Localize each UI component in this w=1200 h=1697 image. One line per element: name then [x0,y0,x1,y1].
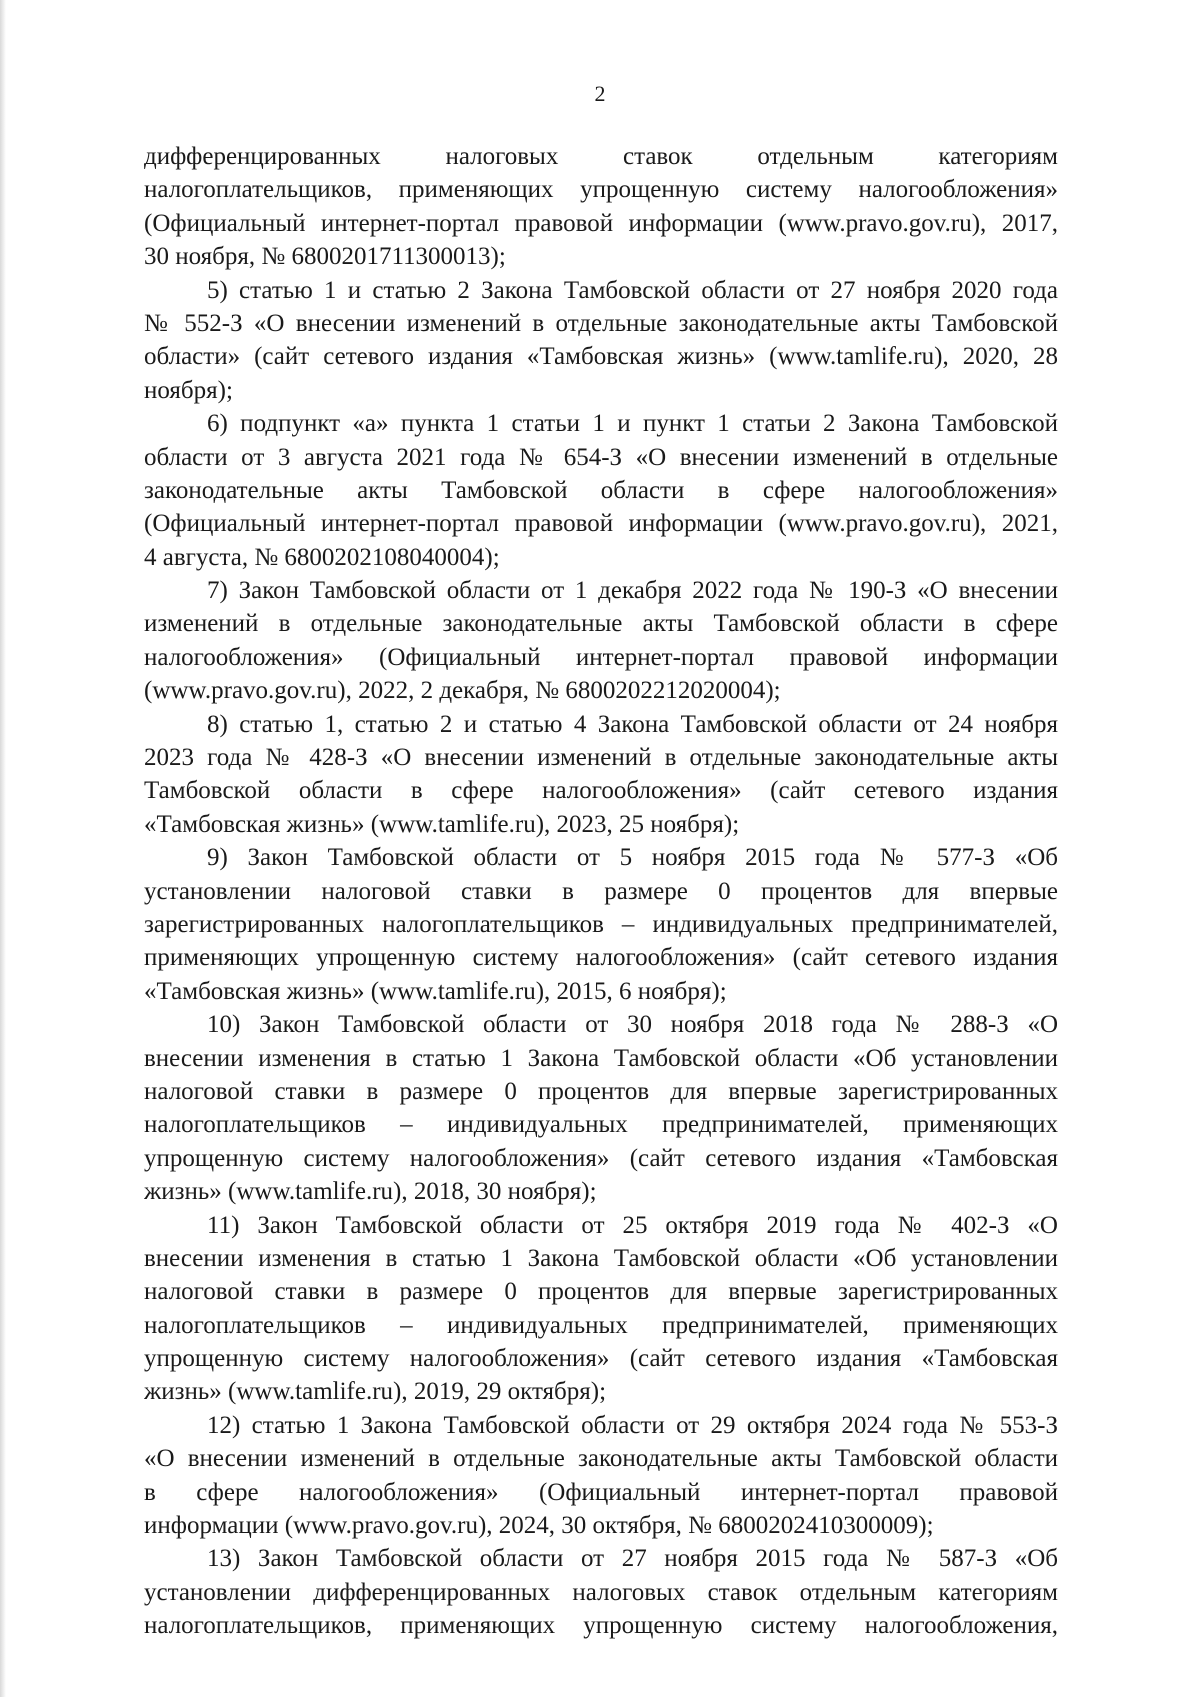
text-line: налоговой ставки в размере 0 процентов для впервые зарегистрированных [144,1077,1058,1105]
text-line: налогоплательщиков – индивидуальных предпринимателей, применяющих [144,1111,1058,1139]
text-line: налогоплательщиков, применяющих упрощенную систему налогообложения» [144,176,1058,204]
paragraph-first-line: 5) статью 1 и статью 2 Закона Тамбовской области от 27 ноября 2020 года [207,276,1058,304]
text-line: упрощенную систему налогообложения» (сайт сетевого издания «Тамбовская [144,1144,1058,1172]
text-line: внесении изменения в статью 1 Закона Тамбовской области «Об установлении [144,1244,1058,1272]
text-line: жизнь» (www.tamlife.ru), 2018, 30 ноября); [144,1178,597,1206]
text-line: налогоплательщиков – индивидуальных предпринимателей, применяющих [144,1311,1058,1339]
text-line: внесении изменения в статью 1 Закона Тамбовской области «Об установлении [144,1044,1058,1072]
text-line: в сфере налогообложения» (Официальный интернет-портал правовой [144,1478,1058,1506]
text-line: 4 августа, № 6800202108040004); [144,543,500,571]
text-line: (Официальный интернет-портал правовой информации (www.pravo.gov.ru), 2017, [144,209,1058,237]
text-line: области» (сайт сетевого издания «Тамбовская жизнь» (www.tamlife.ru), 2020, 28 [144,343,1058,371]
text-line: 2023 года № 428-З «О внесении изменений в отдельные законодательные акты [144,744,1058,772]
text-line: № 552-З «О внесении изменений в отдельные законодательные акты Тамбовской [144,309,1058,337]
text-line: «Тамбовская жизнь» (www.tamlife.ru), 2015, 6 ноября); [144,977,727,1005]
paragraph-first-line: 7) Закон Тамбовской области от 1 декабря 2022 года № 190-З «О внесении [207,577,1058,605]
page-number: 2 [594,81,606,106]
paragraph-first-line: 10) Закон Тамбовской области от 30 ноября 2018 года № 288-З «О [207,1011,1058,1039]
paragraph-first-line: 6) подпункт «а» пункта 1 статьи 1 и пункт 1 статьи 2 Закона Тамбовской [207,410,1058,438]
text-line: налоговой ставки в размере 0 процентов для впервые зарегистрированных [144,1278,1058,1306]
text-line: изменений в отдельные законодательные акты Тамбовской области в сфере [144,610,1058,638]
text-line: области от 3 августа 2021 года № 654-З «О внесении изменений в отдельные [144,443,1058,471]
text-line: зарегистрированных налогоплательщиков – индивидуальных предпринимателей, [144,910,1058,938]
text-line: (www.pravo.gov.ru), 2022, 2 декабря, № 6800202212020004); [144,677,781,705]
text-line: ноября); [144,376,233,404]
text-line: установлении дифференцированных налоговых ставок отдельным категориям [144,1578,1058,1606]
paragraph-first-line: 13) Закон Тамбовской области от 27 ноября 2015 года № 587-З «Об [207,1545,1058,1573]
paragraph-first-line: 12) статью 1 Закона Тамбовской области от 29 октября 2024 года № 553-З [207,1411,1058,1439]
text-line: информации (www.pravo.gov.ru), 2024, 30 октября, № 6800202410300009); [144,1512,934,1540]
text-line: дифференцированных налоговых ставок отдельным категориям [144,143,1058,170]
document-body [144,140,1058,1643]
text-line: установлении налоговой ставки в размере 0 процентов для впервые [144,877,1058,905]
text-line: «Тамбовская жизнь» (www.tamlife.ru), 2023, 25 ноября); [144,810,740,838]
text-line: «О внесении изменений в отдельные законодательные акты Тамбовской области [144,1445,1058,1473]
text-line: (Официальный интернет-портал правовой информации (www.pravo.gov.ru), 2021, [144,510,1058,538]
text-line: применяющих упрощенную систему налогообложения» (сайт сетевого издания [144,944,1058,972]
text-line: жизнь» (www.tamlife.ru), 2019, 29 октября); [144,1378,607,1406]
paragraph-first-line: 11) Закон Тамбовской области от 25 октября 2019 года № 402-З «О [207,1211,1058,1239]
paragraph-first-line: 9) Закон Тамбовской области от 5 ноября 2015 года № 577-З «Об [207,844,1058,872]
paragraph-first-line: 8) статью 1, статью 2 и статью 4 Закона Тамбовской области от 24 ноября [207,710,1058,738]
text-line: упрощенную систему налогообложения» (сайт сетевого издания «Тамбовская [144,1345,1058,1373]
text-line: 30 ноября, № 6800201711300013); [144,243,506,271]
scan-edge [0,0,6,1697]
text-line: законодательные акты Тамбовской области в сфере налогообложения» [144,476,1058,504]
text-line: Тамбовской области в сфере налогообложения» (сайт сетевого издания [144,777,1058,805]
text-line: налогообложения» (Официальный интернет-портал правовой информации [144,643,1058,671]
text-line: налогоплательщиков, применяющих упрощенную систему налогообложения, [144,1612,1058,1640]
